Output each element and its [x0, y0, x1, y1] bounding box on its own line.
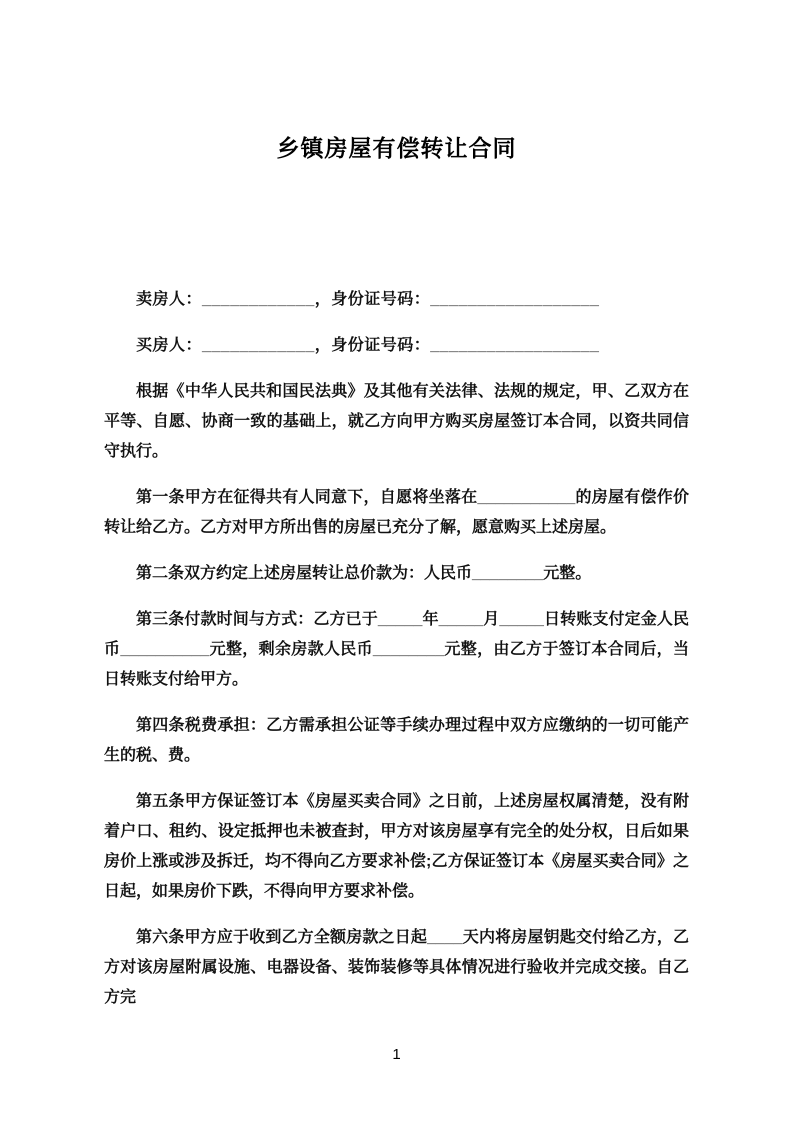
seller-party-line: 卖房人：____________，身份证号码：__________________ — [136, 291, 600, 308]
clause-5-paragraph: 第五条甲方保证签订本《房屋买卖合同》之日前，上述房屋权属清楚，没有附着户口、租约、设定抵押也未被查封，甲方对该房屋享有完全的处分权，日后如果房价上涨或涉及拆迁，均不得向乙方要求补偿;乙方保证签订本《房屋买卖合同》之日起，如果房价下跌，不得向甲方要求补偿。 — [104, 793, 689, 900]
clause-2-paragraph: 第二条双方约定上述房屋转让总价款为：人民币________元整。 — [136, 565, 592, 582]
clause-6-paragraph: 第六条甲方应于收到乙方全额房款之日起____天内将房屋钥匙交付给乙方，乙方对该房屋附属设施、电器设备、装饰装修等具体情况进行验收并完成交接。自乙方完 — [104, 929, 689, 1006]
clause-3-paragraph: 第三条付款时间与方式：乙方已于_____年_____月_____日转账支付定金人民币__________元整，剩余房款人民币________元整，由乙方于签订本合同后，当日转账支付给甲方。 — [104, 611, 689, 688]
clause-4-paragraph: 第四条税费承担：乙方需承担公证等手续办理过程中双方应缴纳的一切可能产生的税、费。 — [104, 717, 689, 764]
page-number: 1 — [392, 1046, 401, 1063]
document-title: 乡镇房屋有偿转让合同 — [276, 135, 517, 161]
clause-1-paragraph: 第一条甲方在征得共有人同意下，自愿将坐落在___________的房屋有偿作价转让给乙方。乙方对甲方所出售的房屋已充分了解，愿意购买上述房屋。 — [104, 489, 689, 536]
buyer-party-line: 买房人：____________，身份证号码：__________________ — [136, 337, 600, 354]
preamble-paragraph: 根据《中华人民共和国民法典》及其他有关法律、法规的规定，甲、乙双方在平等、自愿、协商一致的基础上，就乙方向甲方购买房屋签订本合同，以资共同信守执行。 — [104, 383, 689, 460]
